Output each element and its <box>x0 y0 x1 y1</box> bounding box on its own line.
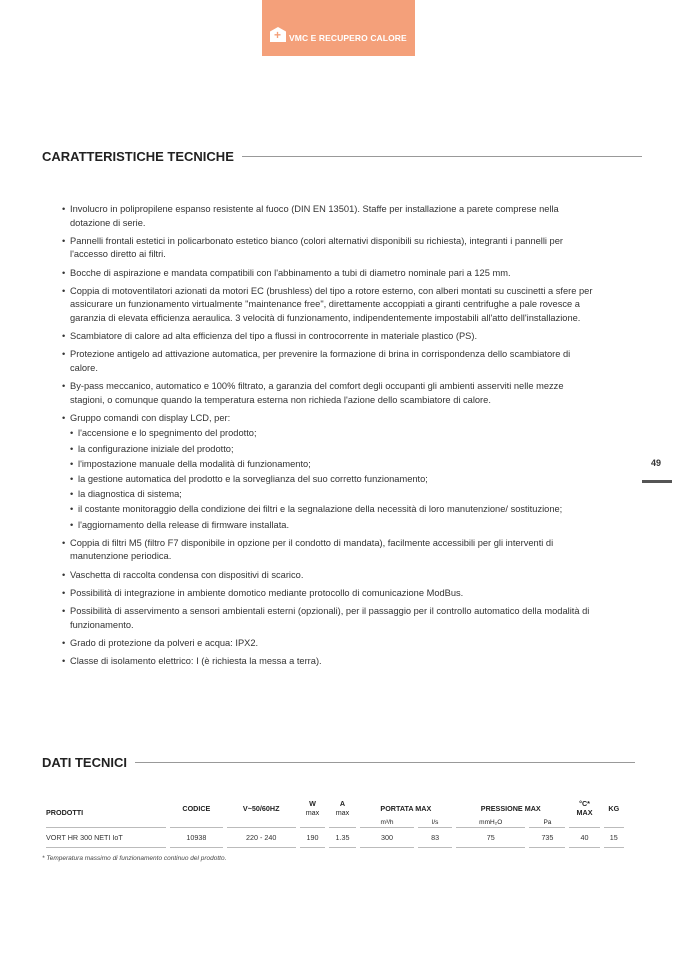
house-plus-icon <box>270 27 286 42</box>
tech-heading <box>42 755 635 770</box>
col-pa: Pa <box>543 819 552 826</box>
sub-list <box>70 427 598 532</box>
page-marker <box>642 480 672 483</box>
cell-volt: 220 - 240 <box>227 827 296 848</box>
cell-codice: 10938 <box>170 827 223 848</box>
section-badge <box>262 0 415 56</box>
col-pressione: PRESSIONE MAX <box>480 803 541 813</box>
col-mmh2o: mmH₂O <box>479 819 503 826</box>
cell-ls: 83 <box>418 827 452 848</box>
col-prodotti: PRODOTTI <box>46 808 84 817</box>
list-item: • l'impostazione manuale della modalità di funzionamento; <box>70 458 598 472</box>
list-item: • Scambiatore di calore ad alta efficienza del tipo a flussi in controcorrente in materiale plastico (PS). <box>62 330 598 344</box>
col-a: A max <box>335 799 350 817</box>
list-item: • la configurazione iniziale del prodotto; <box>70 443 598 457</box>
col-codice: CODICE <box>182 803 211 813</box>
col-w: W max <box>305 799 320 817</box>
list-item: • By-pass meccanico, automatico e 100% filtrato, a garanzia del comfort degli occupanti gli ambienti asserviti nelle mezze stagioni, o comunque quando la temperatura esterna non richieda l'azione dello scambiatore di calore. <box>62 380 598 407</box>
cell-kg: 15 <box>604 827 624 848</box>
footnote: * Temperatura massimo di funzionamento continuo del prodotto. <box>42 855 227 862</box>
list-item: • Possibilità di integrazione in ambiente domotico mediante protocollo di comunicazione ModBus. <box>62 587 598 601</box>
tech-table <box>42 798 628 848</box>
list-item: • Classe di isolamento elettrico: I (è richiesta la messa a terra). <box>62 655 598 669</box>
cell-mmh2o: 75 <box>456 827 525 848</box>
list-item: • l'accensione e lo spegnimento del prodotto; <box>70 427 598 441</box>
list-item: • Involucro in polipropilene espanso resistente al fuoco (DIN EN 13501). Staffe per installazione a parete comprese nella dotazione di serie. <box>62 203 598 230</box>
list-item-text: Gruppo comandi con display LCD, per: <box>70 412 231 423</box>
divider <box>135 762 635 763</box>
col-kg: KG <box>608 803 620 813</box>
col-ls: l/s <box>431 819 439 826</box>
list-item: • Bocche di aspirazione e mandata compatibili con l'abbinamento a tubi di diametro nominale pari a 125 mm. <box>62 267 598 281</box>
list-item: • Vaschetta di raccolta condensa con dispositivi di scarico. <box>62 569 598 583</box>
tech-title: DATI TECNICI <box>42 755 127 770</box>
features-heading <box>42 149 642 164</box>
list-item <box>62 412 598 532</box>
list-item: • Pannelli frontali estetici in policarbonato estetico bianco (colori alternativi disponibili su richiesta), integranti i pannelli per l'accesso diretto ai filtri. <box>62 235 598 262</box>
list-item: • Coppia di filtri M5 (filtro F7 disponibile in opzione per il condotto di mandata), facilmente accessibili per gli interventi di manutenzione periodica. <box>62 537 598 564</box>
list-item: • Grado di protezione da polveri e acqua: IPX2. <box>62 637 598 651</box>
list-item: • l'aggiornamento della release di firmware installata. <box>70 519 598 533</box>
cell-pa: 735 <box>529 827 565 848</box>
col-portata: PORTATA MAX <box>380 803 432 813</box>
col-temp: °C* MAX <box>576 799 593 817</box>
list-item: • Protezione antigelo ad attivazione automatica, per prevenire la formazione di brina in corrispondenza dello scambiatore di calore. <box>62 348 598 375</box>
section-badge-label: VMC E RECUPERO CALORE <box>289 33 407 43</box>
list-item: • Coppia di motoventilatori azionati da motori EC (brushless) del tipo a rotore esterno, con alberi montati su cuscinetti a sfere per assicurare un funzionamento virtualmente "maintenance free", direttamente accoppiati a giranti centrifughe a pale rovesce a garanzia di elevata efficienza aeraulica. 3 velocità di funzionamento, indipendentemente impostabili all'atto dell'installazione. <box>62 285 598 326</box>
page-number: 49 <box>651 458 662 468</box>
list-item: • la diagnostica di sistema; <box>70 488 598 502</box>
col-m3h: m³/h <box>380 819 394 826</box>
col-volt: V~50/60HZ <box>242 803 280 813</box>
cell-m3h: 300 <box>360 827 415 848</box>
divider <box>242 156 642 157</box>
list-item: • la gestione automatica del prodotto e la sorveglianza del suo corretto funzionamento; <box>70 473 598 487</box>
cell-w: 190 <box>300 827 326 848</box>
features-title: CARATTERISTICHE TECNICHE <box>42 149 234 164</box>
cell-temp: 40 <box>569 827 599 848</box>
cell-prodotto: VORT HR 300 NETI IoT <box>46 827 166 848</box>
table-row <box>46 827 624 848</box>
list-item: • Possibilità di asservimento a sensori ambientali esterni (opzionali), per il passaggio per il controllo automatico della modalità di funzionamento. <box>62 605 598 632</box>
list-item: • il costante monitoraggio della condizione dei filtri e la segnalazione della necessità di loro manutenzione/ sostituzione; <box>70 503 598 517</box>
features-list <box>62 203 598 673</box>
cell-a: 1.35 <box>329 827 355 848</box>
